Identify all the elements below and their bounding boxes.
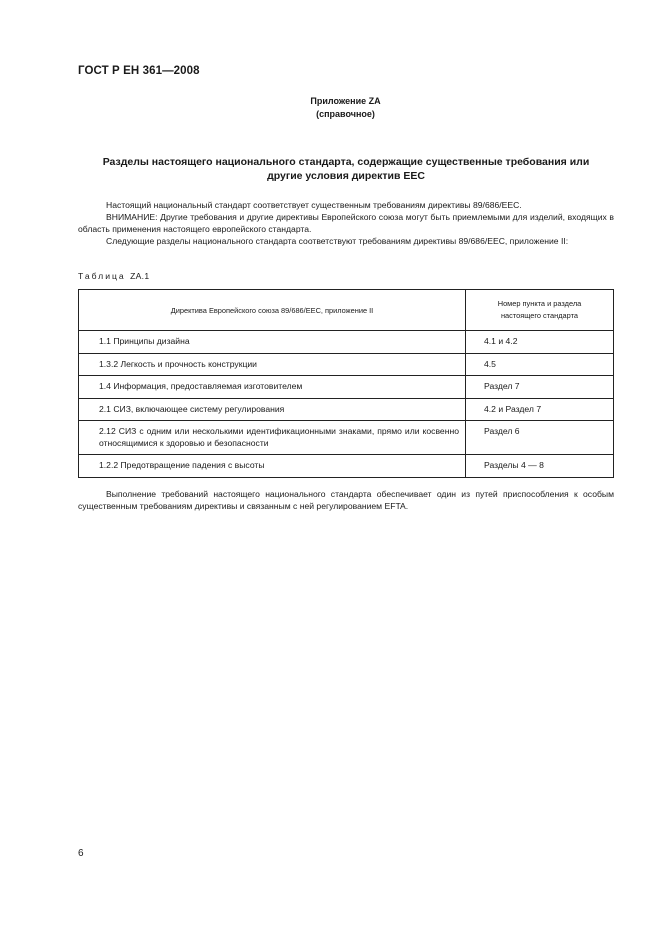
table-row xyxy=(79,331,614,354)
section-title xyxy=(78,155,614,183)
annex-title: Приложение ZA xyxy=(310,96,381,106)
table-caption xyxy=(78,271,149,281)
directive-cell: 1.2.2 Предотвращение падения с высоты xyxy=(79,455,466,478)
clause-cell: Разделы 4 — 8 xyxy=(466,455,614,478)
clause-cell: 4.2 и Раздел 7 xyxy=(466,398,614,421)
table-caption-word: Таблица xyxy=(78,271,126,281)
directive-cell: 1.4 Информация, предоставляемая изготовителем xyxy=(79,376,466,399)
table-row xyxy=(79,398,614,421)
clause-cell: 4.1 и 4.2 xyxy=(466,331,614,354)
closing-paragraph: Выполнение требований настоящего национального стандарта обеспечивает один из путей приспособления к особым существенным требованиям директивы и связанным с ней регулированием EFTA. xyxy=(78,489,614,511)
annex-subtitle: (справочное) xyxy=(316,109,375,119)
section-title-line-1: Разделы настоящего национального стандарта, содержащие существенные требования или xyxy=(102,156,590,168)
closing-text xyxy=(78,488,614,512)
directive-cell: 2.12 СИЗ с одним или несколькими идентификационными знаками, прямо или косвенно относящимися к здоровью и безопасности xyxy=(79,421,466,455)
directive-cell: 1.1 Принципы дизайна xyxy=(79,331,466,354)
standard-designation: ГОСТ Р ЕН 361—2008 xyxy=(78,65,200,77)
column-header-directive: Директива Европейского союза 89/686/ЕЕС, приложение II xyxy=(79,290,466,331)
table-row xyxy=(79,353,614,376)
clause-cell: Раздел 6 xyxy=(466,421,614,455)
intro-paragraph: Следующие разделы национального стандарта соответствуют требованиям директивы 89/686/ЕЕС, приложение II: xyxy=(106,236,569,246)
annex-heading xyxy=(0,95,661,121)
intro-text xyxy=(78,199,614,247)
section-title-line-2: другие условия директив ЕЕС xyxy=(267,170,425,182)
column-header-clause xyxy=(466,290,614,331)
intro-paragraph: Настоящий национальный стандарт соответствует существенным требованиям директивы 89/686/ЕЕС. xyxy=(106,200,522,210)
requirements-table xyxy=(78,289,614,478)
page-number: 6 xyxy=(78,848,84,859)
clause-cell: 4.5 xyxy=(466,353,614,376)
directive-cell: 2.1 СИЗ, включающее систему регулирования xyxy=(79,398,466,421)
column-header-clause-line-2: настоящего стандарта xyxy=(500,311,579,320)
column-header-clause-line-1: Номер пункта и раздела xyxy=(497,299,582,308)
table-row xyxy=(79,376,614,399)
warning-paragraph: ВНИМАНИЕ: Другие требования и другие директивы Европейского союза могут быть приемлемыми для изделий, входящих в область применения настоящего европейского стандарта. xyxy=(78,212,614,234)
table-row xyxy=(79,421,614,455)
clause-cell: Раздел 7 xyxy=(466,376,614,399)
table-row xyxy=(79,455,614,478)
directive-cell: 1.3.2 Легкость и прочность конструкции xyxy=(79,353,466,376)
table-header-row xyxy=(79,290,614,331)
table-caption-number: ZA.1 xyxy=(130,271,150,281)
